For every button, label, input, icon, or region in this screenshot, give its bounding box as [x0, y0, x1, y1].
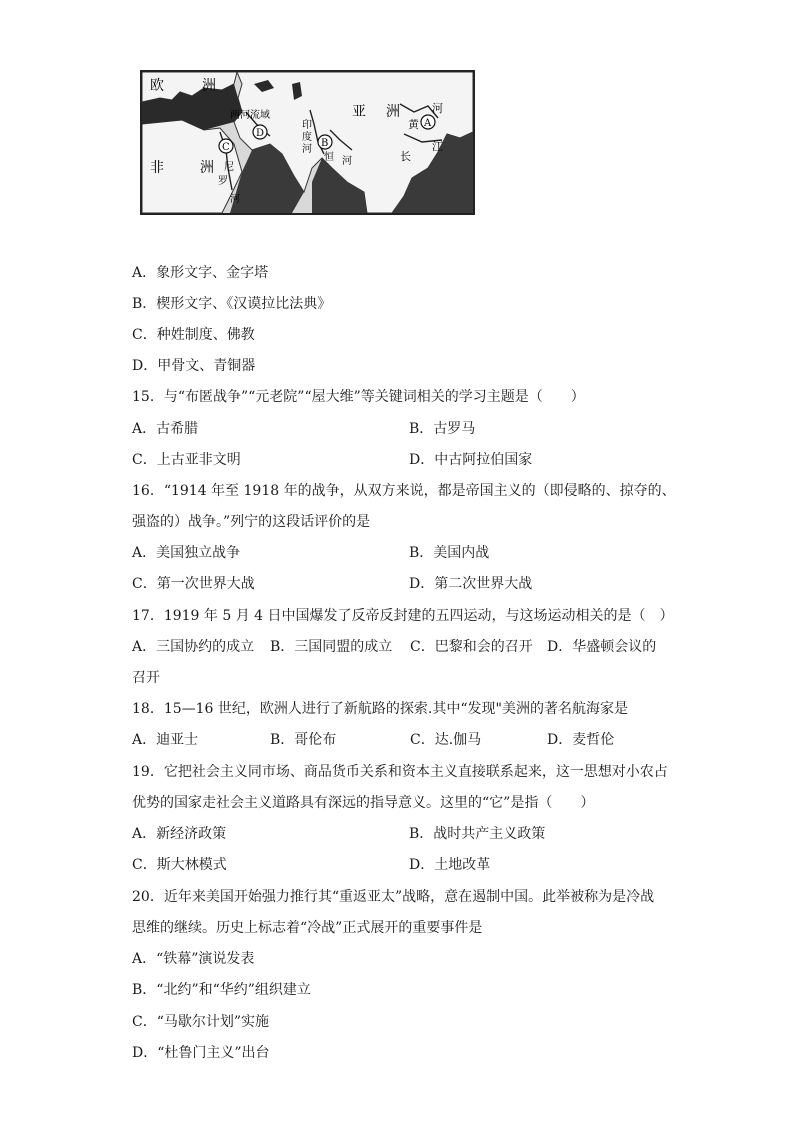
q15-stem: 15．与“布匿战争”“元老院”“屋大维”等关键词相关的学习主题是（ ）	[132, 389, 585, 405]
map-marker-b	[318, 135, 332, 149]
map-marker-c	[219, 139, 233, 153]
q17-option-b: B．三国同盟的成立	[270, 639, 393, 655]
svg-text:D: D	[256, 128, 265, 139]
q18-option-c: C．达.伽马	[410, 732, 482, 748]
map-label-he2: 河	[302, 144, 312, 155]
q18-stem: 18．15—16 世纪，欧洲人进行了新航路的探索.其中“发现"美洲的著名航海家是	[132, 701, 628, 717]
map-marker-d	[253, 125, 267, 139]
map-label-du: 度	[302, 132, 312, 143]
map-label-he3: 河	[342, 156, 352, 167]
q17-option-d: D．华盛顿会议的	[547, 639, 657, 655]
q18-option-b: B．哥伦布	[270, 732, 337, 748]
svg-text:B: B	[321, 138, 329, 149]
map-image	[142, 72, 473, 213]
q20-option-a: A．“铁幕”演说发表	[132, 951, 255, 967]
map-label-asia: 亚	[352, 104, 366, 120]
q17-option-d-continued: 召开	[132, 670, 160, 686]
q14-option-b: B．楔形文字、《汉谟拉比法典》	[132, 296, 332, 312]
q20-stem-line-2: 思维的继续。历史上标志着“冷战”正式展开的重要事件是	[132, 920, 483, 936]
q15-option-a: A．古希腊	[132, 421, 199, 437]
map-label-he: 河	[432, 102, 443, 115]
q16-option-a: A．美国独立战争	[132, 545, 241, 561]
svg-text:C: C	[222, 142, 230, 153]
map-label-europe: 欧	[150, 78, 164, 94]
svg-text:A: A	[424, 118, 432, 129]
map-label-heng: 恒	[324, 152, 334, 163]
map-label-liangheliuyu: 两河流域	[230, 110, 270, 121]
map-label-africa: 非	[150, 160, 164, 176]
q18-option-d: D．麦哲伦	[547, 732, 615, 748]
q16-stem-line-2: 强盗的）战争。”列宁的这段话评价的是	[132, 514, 371, 530]
q16-stem-line-1: 16．“1914 年至 1918 年的战争，从双方来说，都是帝国主义的（即侵略的、掠夺的、	[132, 483, 676, 499]
q19-stem-line-2: 优势的国家走社会主义道路具有深远的指导意义。这里的“它”是指（ ）	[132, 795, 595, 811]
map-marker-a	[421, 115, 435, 129]
q16-option-d: D．第二次世界大战	[409, 576, 533, 592]
q20-option-b: B．“北约”和“华约”组织建立	[132, 982, 311, 998]
q14-option-a: A．象形文字、金字塔	[132, 265, 269, 281]
q20-stem-line-1: 20．近年来美国开始强力推行其“重返亚太”战略，意在遏制中国。此举被称为是冷战	[132, 889, 655, 905]
q16-option-c: C．第一次世界大战	[132, 576, 255, 592]
q19-option-a: A．新经济政策	[132, 826, 227, 842]
map-label-jiang: 江	[432, 140, 443, 153]
q17-stem: 17．1919 年 5 月 4 日中国爆发了反帝反封建的五四运动，与这场运动相关的是（ ）	[132, 608, 674, 624]
map-figure	[140, 70, 475, 215]
q20-option-d: D．“杜鲁门主义”出台	[132, 1045, 270, 1061]
map-label-chang: 长	[400, 150, 411, 163]
q16-option-b: B．美国内战	[409, 545, 490, 561]
map-label-yin: 印	[302, 120, 312, 131]
q14-option-c: C．种姓制度、佛教	[132, 327, 255, 343]
q18-option-a: A．迪亚士	[132, 732, 199, 748]
q19-option-c: C．斯大林模式	[132, 857, 227, 873]
map-label-huang: 黄	[408, 118, 419, 131]
q15-option-c: C．上古亚非文明	[132, 452, 241, 468]
q20-option-c: C．“马歇尔计划”实施	[132, 1014, 270, 1030]
map-label-he4: 河	[230, 194, 240, 205]
q15-option-d: D．中古阿拉伯国家	[409, 452, 533, 468]
q14-option-d: D．甲骨文、青铜器	[132, 358, 256, 374]
q19-stem-line-1: 19．它把社会主义同市场、商品货币关系和资本主义直接联系起来，这一思想对小农占	[132, 764, 668, 780]
q17-option-c: C．巴黎和会的召开	[410, 639, 533, 655]
q17-option-a: A．三国协约的成立	[132, 639, 255, 655]
q19-option-d: D．土地改革	[409, 857, 491, 873]
map-label-africa-2: 洲	[200, 160, 214, 176]
q15-option-b: B．古罗马	[409, 421, 476, 437]
map-label-luo: 罗	[218, 176, 228, 187]
map-label-asia-2: 洲	[386, 104, 400, 120]
map-label-europe-2: 洲	[202, 78, 216, 94]
map-label-ni: 尼	[224, 162, 234, 173]
q19-option-b: B．战时共产主义政策	[409, 826, 546, 842]
